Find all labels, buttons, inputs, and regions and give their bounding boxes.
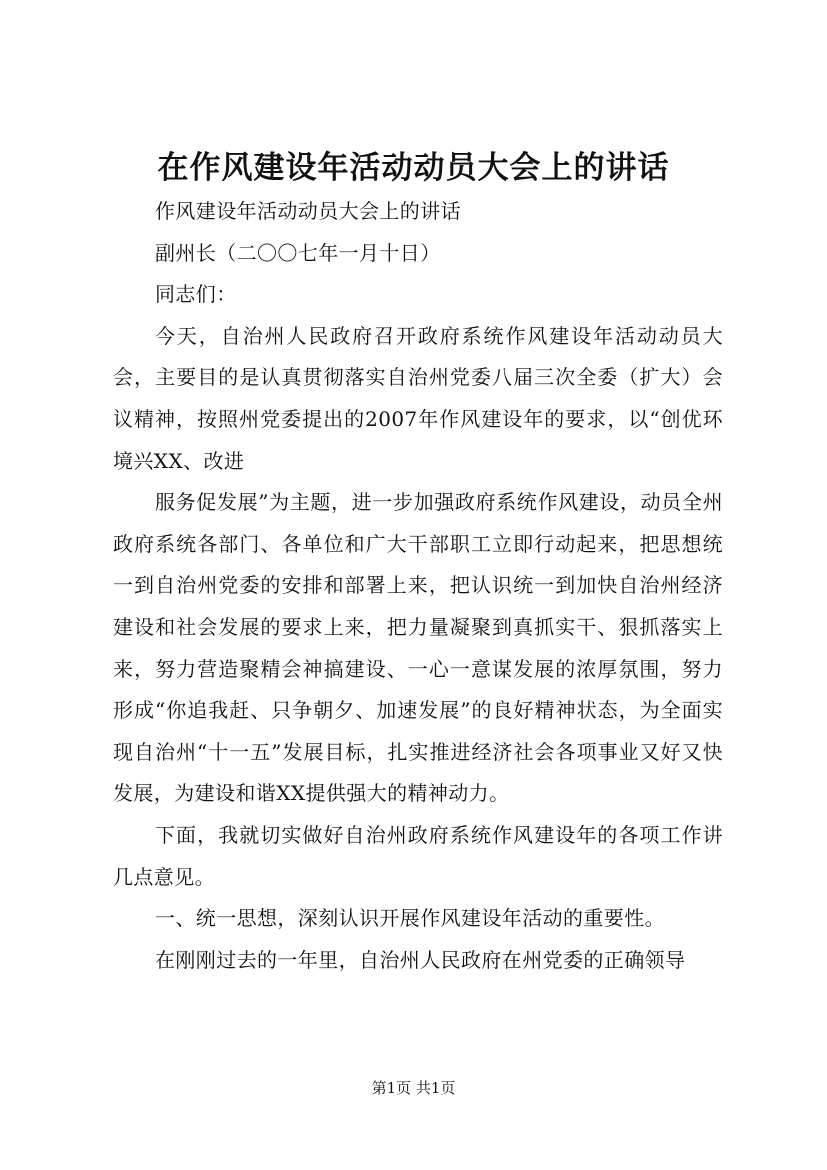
body-paragraph: 在刚刚过去的一年里，自治州人民政府在州党委的正确领导 [155,947,686,972]
page-number-footer: 第1页 共1页 [371,1079,456,1097]
speaker-date-paragraph: 副州长（二〇〇七年一月十日） [155,240,441,265]
salutation-paragraph: 同志们： [155,282,237,307]
document-title: 在作风建设年活动动员大会上的讲话 [157,150,670,186]
body-paragraph: 下面，我就切实做好自治州政府系统作风建设年的各项工作讲几点意见。 [113,822,723,889]
section-heading: 一、统一思想，深刻认识开展作风建设年活动的重要性。 [155,906,665,931]
body-paragraph: 服务促发展”为主题，进一步加强政府系统作风建设，动员全州政府系统各部门、各单位和广大干部职工立即行动起来，把思想统一到自治州党委的安排和部署上来，把认识统一到加快自治州经济建设和社会发展的要求上来，把力量凝聚到真抓实干、狠抓落实上来，努力营造聚精会神搞建设、一心一意谋发展的浓厚氛围，努力形成“你追我赶、只争朝夕、加速发展”的良好精神状态，为全面实现自治州“十一五”发展目标，扎实推进经济社会各项事业又好又快发展，为建设和谐XX提供强大的精神动力。 [113,490,723,806]
document-body [113,191,723,981]
subtitle-paragraph: 作风建设年活动动员大会上的讲话 [155,199,461,223]
body-paragraph: 今天，自治州人民政府召开政府系统作风建设年活动动员大会，主要目的是认真贯彻落实自治州党委八届三次全委（扩大）会议精神，按照州党委提出的2007年作风建设年的要求，以“创优环境兴XX、改进 [113,323,723,473]
